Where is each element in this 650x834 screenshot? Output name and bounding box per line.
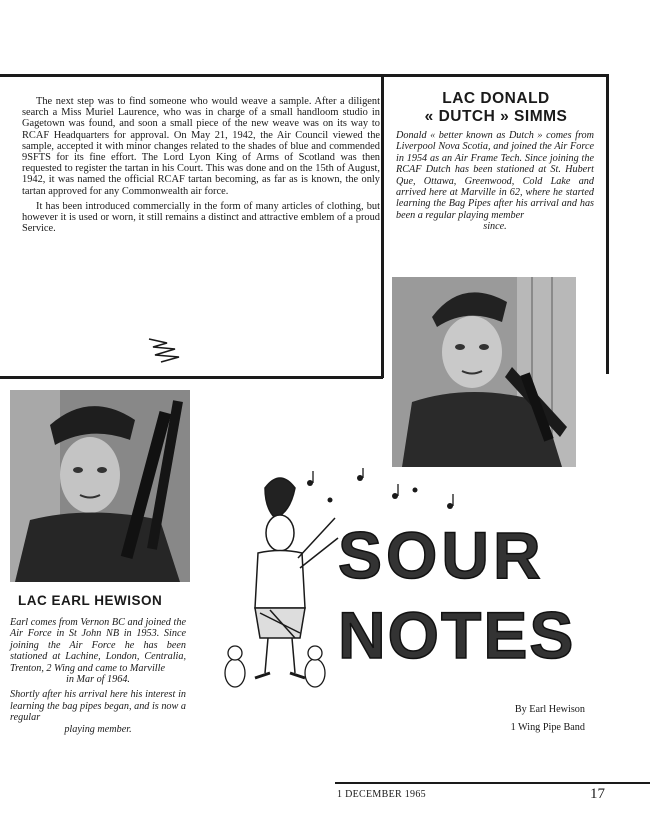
column-divider xyxy=(381,76,384,378)
signature-mark-icon xyxy=(145,335,195,365)
footer-rule xyxy=(335,782,650,784)
earl-heading: LAC EARL HEWISON xyxy=(18,593,163,608)
title-notes: NOTES xyxy=(338,598,576,672)
donald-bio-end: since. xyxy=(483,221,507,233)
earl-bio-end-1: in Mar of 1964. xyxy=(66,674,130,686)
donald-bio-text: Donald « better known as Dutch » comes from Liverpool Nova Scotia, and joined the Air Force in 1954 as an Air Frame Tech. Since joining the RCAF Dutch has been stationed at St. Hubert Que, Ottawa, Greenwood, Cold Lake and arrived here at Marville in 62, where he started learning the Bag Pipes after his arrival and has been a regular playing member xyxy=(396,130,594,221)
earl-photo xyxy=(10,390,190,582)
title-sour: SOUR xyxy=(338,518,545,592)
article-body xyxy=(22,96,380,238)
byline xyxy=(470,701,585,737)
earl-bio-end-2: playing member. xyxy=(64,723,132,735)
footer-date: 1 DECEMBER 1965 xyxy=(337,789,426,800)
donald-heading-line2: « DUTCH » SIMMS xyxy=(424,108,568,125)
donald-heading-line1: LAC DONALD xyxy=(442,90,550,107)
donald-bio xyxy=(396,130,594,233)
earl-bio-text-1: Earl comes from Vernon BC and joined the Air Force in St John NB in 1953. Since joining the Air Force he has been stationed at Lachine, London, Centralia, Trenton, 2 Wing and came to Marville xyxy=(10,617,186,674)
article-paragraph-1: The next step was to find someone who would weave a sample. After a diligent search a Miss Muriel Laurence, who was in charge of a small handloom studio in Gagetown was found, and soon a small piece of the new weave was on its way to RCAF Headquarters for approval. On May 21, 1942, the Air Council viewed the sample, accepted it with minor changes related to the shades of blue and commended 9SFTS for its fine effort. The Lord Lyon King of Arms of Scotland was then requested to register the tartan in his Court. This was done and on the 15th of August, 1942, it was named the official RCAF tartan becoming, as far as is known, the only tartan approved for any Commonwealth air force. xyxy=(22,96,380,197)
frame-top-rule xyxy=(0,74,608,77)
sour-notes-illustration xyxy=(210,468,590,698)
article-paragraph-2: It has been introduced commercially in the form of many articles of clothing, but however it is used or worn, it still remains a distinct and attractive emblem of a proud Service. xyxy=(22,200,380,235)
earl-bio-text-2: Shortly after his arrival here his interest in learning the bag pipes began, and is now a regular xyxy=(10,689,186,724)
cat-cartoon-icon xyxy=(225,646,325,687)
music-notes-icon xyxy=(307,468,453,509)
page-number: 17 xyxy=(590,786,605,802)
byline-author: By Earl Hewison xyxy=(514,704,585,715)
section-divider xyxy=(0,376,383,379)
piper-cartoon-icon xyxy=(255,478,338,678)
donald-photo xyxy=(392,277,576,467)
earl-bio xyxy=(10,617,186,735)
byline-band: 1 Wing Pipe Band xyxy=(510,722,585,733)
frame-right-rule xyxy=(606,74,609,374)
